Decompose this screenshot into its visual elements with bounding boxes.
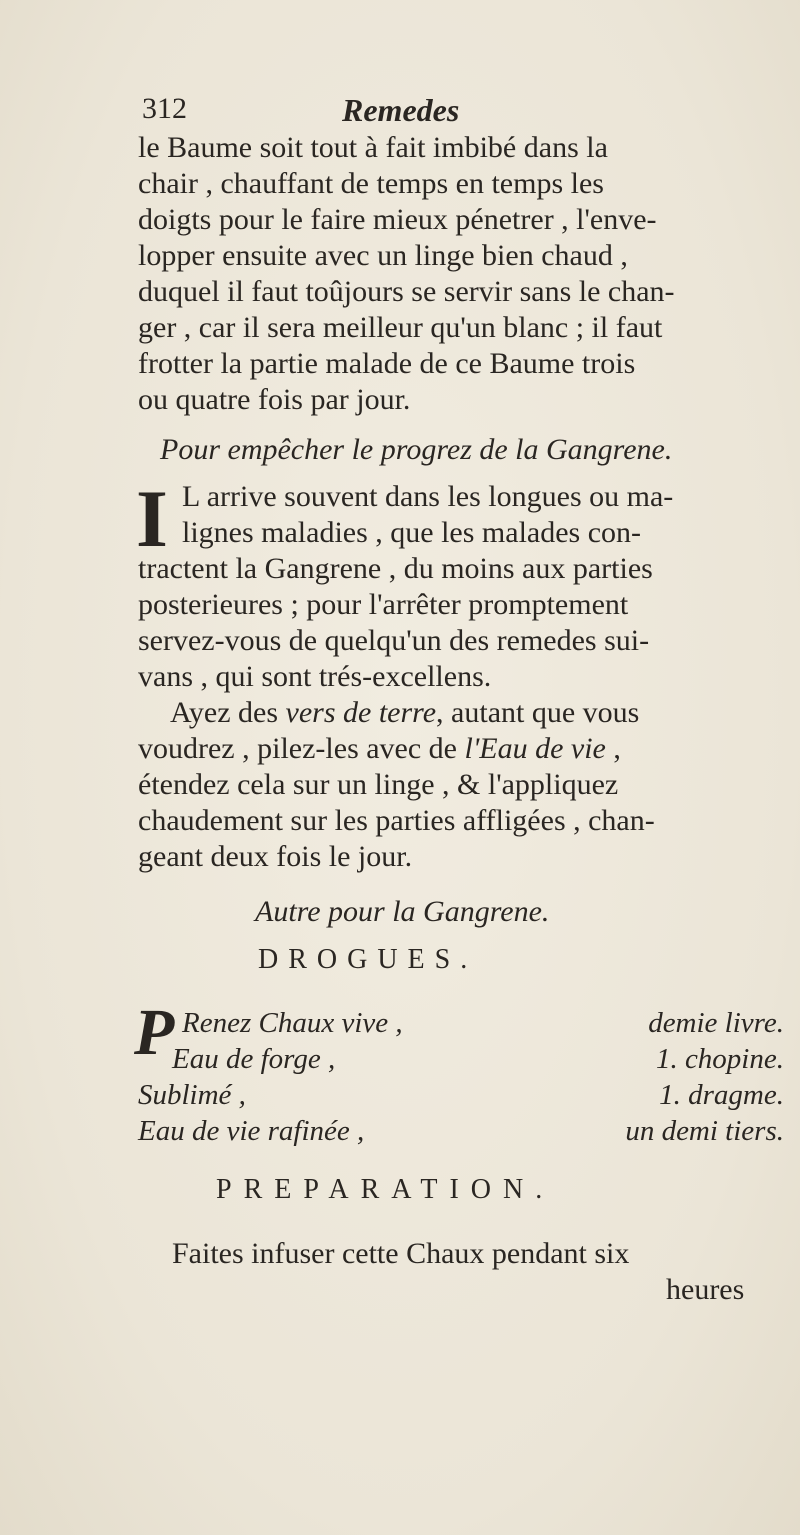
- drug-quantity: un demi tiers.: [625, 1115, 784, 1147]
- text-span: , autant que vous: [436, 696, 640, 729]
- text-line: chair , chauffant de temps en temps les: [138, 167, 604, 200]
- text-line: lopper ensuite avec un linge bien chaud ,: [138, 239, 628, 272]
- text-line: étendez cela sur un linge , & l'appliquez: [138, 768, 619, 801]
- drug-quantity: 1. dragme.: [659, 1079, 784, 1111]
- section-title: Pour empêcher le progrez de la Gangrene.: [160, 433, 673, 466]
- text-line: frotter la partie malade de ce Baume trois: [138, 347, 636, 380]
- text-line: vans , qui sont trés-excellens.: [138, 660, 492, 693]
- drug-quantity: 1. chopine.: [655, 1043, 784, 1075]
- text-line: ou quatre fois par jour.: [138, 383, 411, 416]
- italic-term: l'Eau de vie: [464, 732, 606, 765]
- text-line: duquel il faut toûjours se servir sans le chan-: [138, 275, 675, 308]
- running-head: Remedes: [342, 92, 460, 128]
- text-line: L arrive souvent dans les longues ou ma-: [182, 480, 674, 513]
- text-line: posterieures ; pour l'arrêter promptement: [138, 588, 629, 621]
- page-number: 312: [142, 92, 187, 125]
- drug-name: Eau de vie rafinée ,: [138, 1115, 365, 1147]
- drug-name: Renez Chaux vive ,: [182, 1007, 403, 1039]
- drug-quantity: demie livre.: [648, 1007, 784, 1039]
- drug-name: Eau de forge ,: [172, 1043, 336, 1075]
- text-span: ,: [605, 732, 621, 765]
- text-line: servez-vous de quelqu'un des remedes sui-: [138, 624, 650, 657]
- text-line: lignes maladies , que les malades con-: [182, 516, 642, 549]
- text-line: chaudement sur les parties affligées , chan-: [138, 804, 655, 837]
- page-header: [142, 92, 702, 132]
- italic-term: vers de terre: [285, 696, 437, 729]
- text-line: [138, 731, 798, 767]
- text-span: voudrez , pilez-les avec de: [138, 732, 465, 765]
- text-line: doigts pour le faire mieux pénetrer , l'enve-: [138, 203, 657, 236]
- text-line: ger , car il sera meilleur qu'un blanc ; il faut: [138, 311, 663, 344]
- text-line: geant deux fois le jour.: [138, 840, 413, 873]
- text-line: tractent la Gangrene , du moins aux parties: [138, 552, 653, 585]
- section-title: Autre pour la Gangrene.: [255, 895, 550, 928]
- text-line: [170, 695, 800, 731]
- preparation-heading: PREPARATION.: [216, 1174, 555, 1205]
- drogues-heading: DROGUES.: [258, 944, 478, 975]
- text-line: le Baume soit tout à fait imbibé dans la: [138, 131, 608, 164]
- drop-cap: I: [136, 473, 168, 564]
- drop-cap: P: [134, 996, 175, 1069]
- text-span: Ayez des: [170, 696, 286, 729]
- text-line: Faites infuser cette Chaux pendant six: [172, 1237, 630, 1270]
- text-line: heures: [666, 1273, 745, 1306]
- drug-name: Sublimé ,: [138, 1079, 246, 1111]
